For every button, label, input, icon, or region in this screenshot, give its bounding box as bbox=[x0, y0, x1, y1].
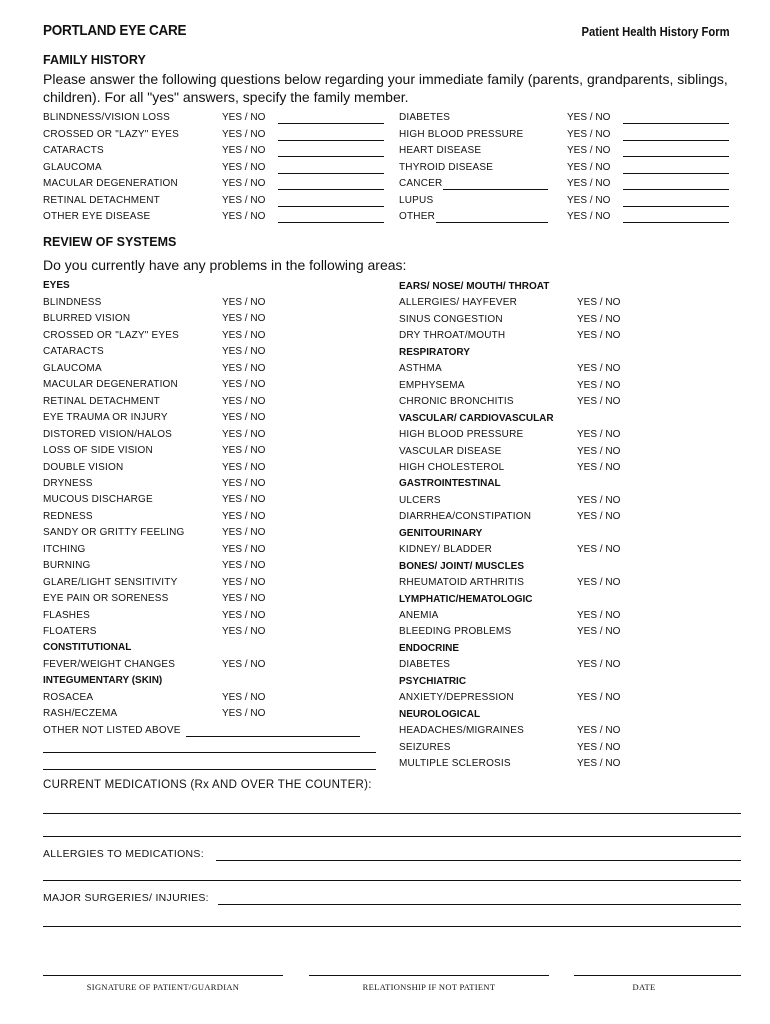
eyes-item-yes-no[interactable]: YES / NO bbox=[222, 510, 266, 522]
eyes-item: FLOATERS bbox=[43, 626, 97, 637]
family-left-yes-no[interactable]: YES / NO bbox=[222, 194, 266, 206]
integumentary-item: ROSACEA bbox=[43, 691, 94, 703]
system-item: VASCULAR DISEASE bbox=[399, 445, 502, 457]
eyes-item-yes-no[interactable]: YES / NO bbox=[222, 626, 266, 637]
family-left-member-line[interactable] bbox=[278, 189, 384, 190]
family-right-member-line[interactable] bbox=[623, 156, 729, 157]
system-item-yes-no[interactable]: YES / NO bbox=[577, 396, 621, 408]
system-heading: EARS/ NOSE/ MOUTH/ THROAT bbox=[399, 281, 550, 292]
family-left-yes-no[interactable]: YES / NO bbox=[222, 178, 266, 189]
family-left-member-line[interactable] bbox=[278, 173, 384, 174]
constitutional-item-yes-no[interactable]: YES / NO bbox=[222, 658, 266, 670]
eyes-item-yes-no[interactable]: YES / NO bbox=[222, 297, 266, 308]
family-left-label: CATARACTS bbox=[43, 145, 104, 156]
eyes-item-yes-no[interactable]: YES / NO bbox=[222, 395, 266, 407]
date-line[interactable] bbox=[574, 975, 741, 976]
system-item-yes-no[interactable]: YES / NO bbox=[577, 758, 621, 770]
system-item: RHEUMATOID ARTHRITIS bbox=[399, 577, 525, 589]
eyes-item-yes-no[interactable]: YES / NO bbox=[222, 461, 266, 473]
family-right-yes-no[interactable]: YES / NO bbox=[567, 112, 611, 123]
family-right-member-line[interactable] bbox=[623, 222, 729, 223]
other-line-3[interactable] bbox=[43, 769, 376, 770]
constitutional-heading: CONSTITUTIONAL bbox=[43, 642, 132, 654]
relationship-line[interactable] bbox=[309, 975, 549, 976]
eyes-item-yes-no[interactable]: YES / NO bbox=[222, 313, 266, 325]
system-item-yes-no[interactable]: YES / NO bbox=[577, 741, 621, 753]
system-heading: ENDOCRINE bbox=[399, 642, 460, 654]
integumentary-item-yes-no[interactable]: YES / NO bbox=[222, 691, 266, 703]
system-item-yes-no[interactable]: YES / NO bbox=[577, 429, 621, 441]
review-of-systems-intro: Do you currently have any problems in the following areas: bbox=[43, 257, 407, 273]
system-item-yes-no[interactable]: YES / NO bbox=[577, 445, 621, 457]
family-right-member-line[interactable] bbox=[623, 140, 729, 141]
eyes-item-yes-no[interactable]: YES / NO bbox=[222, 412, 266, 424]
family-right-specify-line[interactable] bbox=[436, 222, 548, 223]
system-item-yes-no[interactable]: YES / NO bbox=[577, 626, 621, 638]
allergies-line-2[interactable] bbox=[43, 880, 741, 881]
system-heading: GENITOURINARY bbox=[399, 527, 483, 539]
system-item: ANXIETY/DEPRESSION bbox=[399, 692, 514, 704]
family-left-yes-no[interactable]: YES / NO bbox=[222, 161, 266, 173]
surgeries-line-2[interactable] bbox=[43, 926, 741, 927]
eyes-item: EYE TRAUMA OR INJURY bbox=[43, 412, 168, 424]
eyes-item-yes-no[interactable]: YES / NO bbox=[222, 609, 266, 621]
system-item-yes-no[interactable]: YES / NO bbox=[577, 725, 621, 737]
family-left-yes-no[interactable]: YES / NO bbox=[222, 145, 266, 156]
eyes-item-yes-no[interactable]: YES / NO bbox=[222, 428, 266, 440]
eyes-item: CATARACTS bbox=[43, 346, 104, 358]
system-item: HEADACHES/MIGRAINES bbox=[399, 725, 524, 737]
eyes-item: SANDY OR GRITTY FEELING bbox=[43, 527, 185, 539]
eyes-item: FLASHES bbox=[43, 609, 90, 621]
eyes-item: RETINAL DETACHMENT bbox=[43, 395, 160, 407]
eyes-item-yes-no[interactable]: YES / NO bbox=[222, 543, 266, 555]
system-item: DIABETES bbox=[399, 659, 451, 671]
family-history-title: FAMILY HISTORY bbox=[43, 53, 146, 67]
family-right-label: HIGH BLOOD PRESSURE bbox=[399, 128, 524, 140]
eyes-item: ITCHING bbox=[43, 543, 86, 555]
practice-name: PORTLAND EYE CARE bbox=[43, 22, 187, 39]
system-item-yes-no[interactable]: YES / NO bbox=[577, 659, 621, 671]
eyes-item-yes-no[interactable]: YES / NO bbox=[222, 346, 266, 358]
family-right-label: THYROID DISEASE bbox=[399, 161, 494, 173]
family-left-member-line[interactable] bbox=[278, 206, 384, 207]
family-right-specify-line[interactable] bbox=[443, 189, 548, 190]
family-right-label: LUPUS bbox=[399, 194, 434, 206]
eyes-item: REDNESS bbox=[43, 510, 93, 522]
eyes-item-yes-no[interactable]: YES / NO bbox=[222, 379, 266, 391]
family-left-member-line[interactable] bbox=[278, 222, 384, 223]
family-right-member-line[interactable] bbox=[623, 206, 729, 207]
eyes-item: EYE PAIN OR SORENESS bbox=[43, 593, 169, 605]
family-right-yes-no[interactable]: YES / NO bbox=[567, 194, 611, 206]
system-item-yes-no[interactable]: YES / NO bbox=[577, 379, 621, 391]
system-item-yes-no[interactable]: YES / NO bbox=[577, 330, 621, 342]
family-left-label: CROSSED OR "LAZY" EYES bbox=[43, 128, 179, 140]
system-item: MULTIPLE SCLEROSIS bbox=[399, 758, 511, 770]
integumentary-item-yes-no[interactable]: YES / NO bbox=[222, 708, 266, 720]
system-item-yes-no[interactable]: YES / NO bbox=[577, 577, 621, 589]
system-item: CHRONIC BRONCHITIS bbox=[399, 396, 514, 408]
system-item: EMPHYSEMA bbox=[399, 379, 465, 391]
family-left-yes-no[interactable]: YES / NO bbox=[222, 128, 266, 140]
form-title: Patient Health History Form bbox=[581, 25, 730, 39]
system-item: DRY THROAT/MOUTH bbox=[399, 330, 506, 342]
patient-signature-label: SIGNATURE OF PATIENT/GUARDIAN bbox=[86, 982, 240, 992]
family-right-yes-no[interactable]: YES / NO bbox=[567, 161, 611, 173]
system-heading: BONES/ JOINT/ MUSCLES bbox=[399, 560, 525, 572]
integumentary-item: RASH/ECZEMA bbox=[43, 708, 118, 720]
eyes-heading: EYES bbox=[43, 280, 70, 291]
system-item: ALLERGIES/ HAYFEVER bbox=[399, 297, 518, 309]
system-item-yes-no[interactable]: YES / NO bbox=[577, 511, 621, 523]
eyes-item-yes-no[interactable]: YES / NO bbox=[222, 329, 266, 341]
system-item: SEIZURES bbox=[399, 741, 451, 753]
system-item: SINUS CONGESTION bbox=[399, 313, 503, 325]
family-right-yes-no[interactable]: YES / NO bbox=[567, 211, 611, 222]
system-item: ULCERS bbox=[399, 494, 441, 506]
eyes-item-yes-no[interactable]: YES / NO bbox=[222, 477, 266, 489]
family-history-intro: Please answer the following questions below regarding your immediate family (parents, grandparents, siblings, children). For all "yes" answers, specify the family member. bbox=[43, 71, 728, 105]
family-right-member-line[interactable] bbox=[623, 173, 729, 174]
eyes-item-yes-no[interactable]: YES / NO bbox=[222, 576, 266, 588]
eyes-item: GLARE/LIGHT SENSITIVITY bbox=[43, 576, 178, 588]
system-item: KIDNEY/ BLADDER bbox=[399, 544, 493, 556]
eyes-item-yes-no[interactable]: YES / NO bbox=[222, 445, 266, 457]
other-line-2[interactable] bbox=[43, 752, 376, 753]
current-medications-label: CURRENT MEDICATIONS (Rx AND OVER THE COUNTER): bbox=[43, 779, 372, 791]
system-heading: LYMPHATIC/HEMATOLOGIC bbox=[399, 593, 533, 605]
allergies-line-1[interactable] bbox=[216, 860, 741, 861]
other-not-listed-line[interactable] bbox=[186, 736, 360, 737]
system-item-yes-no[interactable]: YES / NO bbox=[577, 544, 621, 556]
family-right-yes-no[interactable]: YES / NO bbox=[567, 128, 611, 140]
surgeries-line-1[interactable] bbox=[218, 904, 741, 905]
system-item: DIARRHEA/CONSTIPATION bbox=[399, 511, 532, 523]
eyes-item: BLINDNESS bbox=[43, 297, 102, 308]
family-left-label: BLINDNESS/VISION LOSS bbox=[43, 112, 171, 123]
system-item-yes-no[interactable]: YES / NO bbox=[577, 610, 621, 621]
constitutional-item: FEVER/WEIGHT CHANGES bbox=[43, 658, 176, 670]
system-item-yes-no[interactable]: YES / NO bbox=[577, 692, 621, 704]
family-right-label: CANCER bbox=[399, 178, 443, 189]
family-left-member-line[interactable] bbox=[278, 140, 384, 141]
family-right-member-line[interactable] bbox=[623, 123, 729, 124]
eyes-item: DISTORED VISION/HALOS bbox=[43, 428, 173, 440]
patient-signature-line[interactable] bbox=[43, 975, 283, 976]
system-heading: RESPIRATORY bbox=[399, 346, 470, 358]
system-item-yes-no[interactable]: YES / NO bbox=[577, 313, 621, 325]
eyes-item: BLURRED VISION bbox=[43, 313, 131, 325]
medications-line-2[interactable] bbox=[43, 836, 741, 837]
relationship-label: RELATIONSHIP IF NOT PATIENT bbox=[362, 982, 496, 992]
surgeries-label: MAJOR SURGERIES/ INJURIES: bbox=[43, 892, 209, 904]
system-item: BLEEDING PROBLEMS bbox=[399, 626, 512, 638]
medications-line-1[interactable] bbox=[43, 813, 741, 814]
system-item: ASTHMA bbox=[399, 363, 442, 375]
eyes-item-yes-no[interactable]: YES / NO bbox=[222, 593, 266, 605]
eyes-item: BURNING bbox=[43, 560, 91, 572]
family-right-member-line[interactable] bbox=[623, 189, 729, 190]
system-heading: GASTROINTESTINAL bbox=[399, 478, 501, 490]
family-left-member-line[interactable] bbox=[278, 123, 384, 124]
eyes-item: DOUBLE VISION bbox=[43, 461, 124, 473]
system-item: HIGH CHOLESTEROL bbox=[399, 461, 505, 473]
eyes-item-yes-no[interactable]: YES / NO bbox=[222, 527, 266, 539]
family-left-label: OTHER EYE DISEASE bbox=[43, 211, 151, 222]
system-item-yes-no[interactable]: YES / NO bbox=[577, 297, 621, 309]
family-left-label: MACULAR DEGENERATION bbox=[43, 178, 178, 189]
review-of-systems-title: REVIEW OF SYSTEMS bbox=[43, 235, 177, 249]
family-left-yes-no[interactable]: YES / NO bbox=[222, 211, 266, 222]
eyes-item: MACULAR DEGENERATION bbox=[43, 379, 178, 391]
family-right-label: DIABETES bbox=[399, 112, 451, 123]
system-item-yes-no[interactable]: YES / NO bbox=[577, 494, 621, 506]
eyes-item-yes-no[interactable]: YES / NO bbox=[222, 494, 266, 506]
eyes-item-yes-no[interactable]: YES / NO bbox=[222, 362, 266, 374]
system-heading: PSYCHIATRIC bbox=[399, 675, 467, 687]
family-left-label: RETINAL DETACHMENT bbox=[43, 194, 160, 206]
eyes-item: MUCOUS DISCHARGE bbox=[43, 494, 153, 506]
system-item-yes-no[interactable]: YES / NO bbox=[577, 363, 621, 375]
system-item: HIGH BLOOD PRESSURE bbox=[399, 429, 524, 441]
allergies-label: ALLERGIES TO MEDICATIONS: bbox=[43, 848, 204, 860]
eyes-item: CROSSED OR "LAZY" EYES bbox=[43, 329, 179, 341]
other-not-listed-label: OTHER NOT LISTED ABOVE bbox=[43, 724, 181, 736]
family-right-yes-no[interactable]: YES / NO bbox=[567, 145, 611, 156]
family-right-label: OTHER bbox=[399, 211, 435, 222]
eyes-item: GLAUCOMA bbox=[43, 362, 102, 374]
date-label: DATE bbox=[632, 982, 656, 992]
family-left-yes-no[interactable]: YES / NO bbox=[222, 112, 266, 123]
eyes-item: DRYNESS bbox=[43, 477, 93, 489]
family-right-yes-no[interactable]: YES / NO bbox=[567, 178, 611, 189]
family-right-label: HEART DISEASE bbox=[399, 145, 482, 156]
system-item: ANEMIA bbox=[399, 610, 439, 621]
integumentary-heading: INTEGUMENTARY (SKIN) bbox=[43, 675, 163, 687]
family-left-member-line[interactable] bbox=[278, 156, 384, 157]
family-left-label: GLAUCOMA bbox=[43, 161, 102, 173]
system-heading: VASCULAR/ CARDIOVASCULAR bbox=[399, 412, 554, 424]
eyes-item-yes-no[interactable]: YES / NO bbox=[222, 560, 266, 572]
system-heading: NEUROLOGICAL bbox=[399, 708, 481, 720]
eyes-item: LOSS OF SIDE VISION bbox=[43, 445, 153, 457]
system-item-yes-no[interactable]: YES / NO bbox=[577, 461, 621, 473]
